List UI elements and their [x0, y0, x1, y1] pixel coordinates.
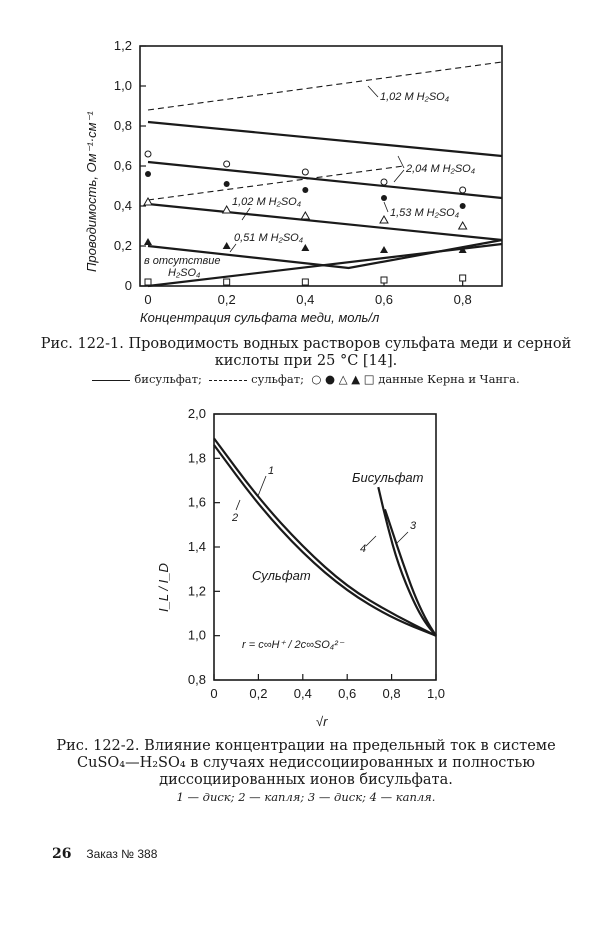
- figure2-xlabel: √r: [316, 714, 328, 729]
- legend-kern-chang: данные Керна и Чанга.: [378, 372, 520, 386]
- curve-label-4: 4: [360, 543, 367, 555]
- figure1-ytick-label: 0: [124, 278, 132, 293]
- data-point-triangle-open: [380, 216, 388, 223]
- leader-051: [230, 244, 236, 252]
- data-point-triangle-filled: [380, 246, 388, 253]
- leader-curve-3: [396, 532, 408, 544]
- data-point-square-open: [381, 277, 387, 283]
- figure1-chart: [84, 38, 502, 325]
- label-no-acid-1: в отсутствие: [144, 255, 221, 267]
- data-point-square-open: [302, 279, 308, 285]
- curve-label-3: 3: [410, 520, 417, 532]
- label-204: 2,04 М H₂SO₄: [406, 163, 476, 175]
- data-point-circle-open: [302, 169, 308, 175]
- label-102-solid: 1,02 М H₂SO₄: [232, 196, 302, 208]
- figure2-ytick-label: 1,6: [187, 494, 206, 510]
- legend-bisulfate: бисульфат;: [134, 372, 202, 386]
- legend-solid-line: [92, 380, 130, 381]
- data-point-triangle-open: [459, 222, 467, 229]
- figure1-series-line-2: [148, 122, 502, 156]
- legend-dashed-line: [209, 380, 247, 381]
- leader-102-dashed: [368, 86, 378, 97]
- label-153: 1,53 М H₂SO₄: [390, 207, 460, 219]
- legend-symbols: ○ ● △ ▲ □: [311, 372, 375, 386]
- figure2-xtick-label: 0: [210, 686, 218, 701]
- figure1-xtick-label: 0: [144, 292, 152, 307]
- data-point-circle-filled: [460, 203, 466, 209]
- data-point-circle-filled: [381, 195, 387, 201]
- annotation-formula: r = c∞H⁺ / 2c∞SO₄²⁻: [242, 639, 344, 651]
- data-point-triangle-filled: [223, 242, 231, 249]
- label-051: 0,51 М H₂SO₄: [234, 232, 304, 244]
- legend-sulfate: сульфат;: [251, 372, 305, 386]
- figure2-ytick-label: 1,2: [187, 583, 206, 599]
- leader-curve-1: [258, 476, 266, 496]
- data-point-circle-open: [460, 187, 466, 193]
- data-point-triangle-open: [301, 212, 309, 219]
- figure1-ytick-label: 0,8: [113, 118, 132, 133]
- figure2-xtick-label: 1,0: [426, 686, 446, 701]
- annotation-bisulfate: Бисульфат: [352, 470, 424, 485]
- order-number: Заказ № 388: [86, 847, 158, 861]
- figure1-ytick-label: 0,4: [113, 198, 132, 213]
- leader-curve-2: [236, 500, 240, 510]
- figure2-ytick-label: 2,0: [187, 406, 206, 421]
- curve-label-2: 2: [232, 512, 239, 524]
- figure2-caption: Рис. 122-2. Влияние концентрации на предельный ток в системе CuSO₄—H₂SO₄ в случаях недиссоциированных и полностью диссоциированных ионов бисульфата.: [56, 738, 556, 788]
- figure2-xtick-label: 0,6: [338, 686, 357, 701]
- label-102-dashed: 1,02 М H₂SO₄: [380, 91, 450, 103]
- leader-153: [384, 202, 388, 212]
- leader-204: [394, 156, 404, 182]
- figure2-ytick-label: 0,8: [187, 672, 206, 687]
- figure1-xtick-label: 0,4: [296, 292, 315, 307]
- figure1-xtick-label: 0,8: [453, 292, 472, 307]
- data-point-circle-filled: [145, 171, 151, 177]
- data-point-triangle-open: [223, 206, 231, 213]
- data-point-circle-open: [145, 151, 151, 157]
- figure2-legend: 1 — диск; 2 — капля; 3 — диск; 4 — капля.: [176, 790, 436, 804]
- figure1-ytick-label: 0,2: [113, 238, 132, 253]
- curve-label-1: 1: [268, 465, 275, 477]
- leader-curve-4: [366, 536, 376, 546]
- figure1-xtick-label: 0,2: [217, 292, 236, 307]
- figure2-xtick-label: 0,2: [249, 686, 268, 701]
- data-point-triangle-filled: [301, 244, 309, 251]
- data-point-square-open: [224, 279, 230, 285]
- data-point-circle-open: [381, 179, 387, 185]
- data-point-circle-filled: [302, 187, 308, 193]
- figure1-xlabel: Концентрация сульфата меди, моль/л: [140, 310, 380, 325]
- data-point-triangle-filled: [144, 238, 152, 245]
- figure2-ytick-label: 1,4: [187, 539, 206, 554]
- data-point-circle-open: [224, 161, 230, 167]
- page-footer: [52, 846, 157, 862]
- figure1-ylabel: Проводимость, Ом⁻¹·см⁻¹: [84, 111, 99, 272]
- figure2-ytick-label: 1,0: [187, 627, 206, 643]
- figure1-ytick-label: 1,0: [113, 78, 132, 93]
- data-point-triangle-open: [144, 198, 152, 205]
- annotation-sulfate: Сульфат: [252, 568, 311, 583]
- figure2-xtick-label: 0,8: [382, 686, 401, 701]
- figure1-legend: [36, 372, 576, 386]
- figure1-caption: Рис. 122-1. Проводимость водных растворов сульфата меди и серной кислоты при 25 °С [14].: [40, 336, 572, 369]
- figure1-ytick-label: 0,6: [113, 158, 132, 173]
- figure2-xtick-label: 0,4: [293, 686, 312, 701]
- figure1-xtick-label: 0,6: [374, 292, 394, 307]
- figure2-ytick-label: 1,8: [187, 450, 206, 466]
- label-no-acid-2: H₂SO₄: [168, 267, 201, 279]
- figure2-chart: [156, 406, 445, 729]
- figure1-ytick-label: 1,2: [113, 38, 132, 53]
- data-point-circle-filled: [224, 181, 230, 187]
- data-point-square-open: [460, 275, 466, 281]
- page-number: 26: [52, 846, 72, 862]
- data-point-square-open: [145, 279, 151, 285]
- figure2-ylabel: I_L / I_D: [156, 563, 171, 612]
